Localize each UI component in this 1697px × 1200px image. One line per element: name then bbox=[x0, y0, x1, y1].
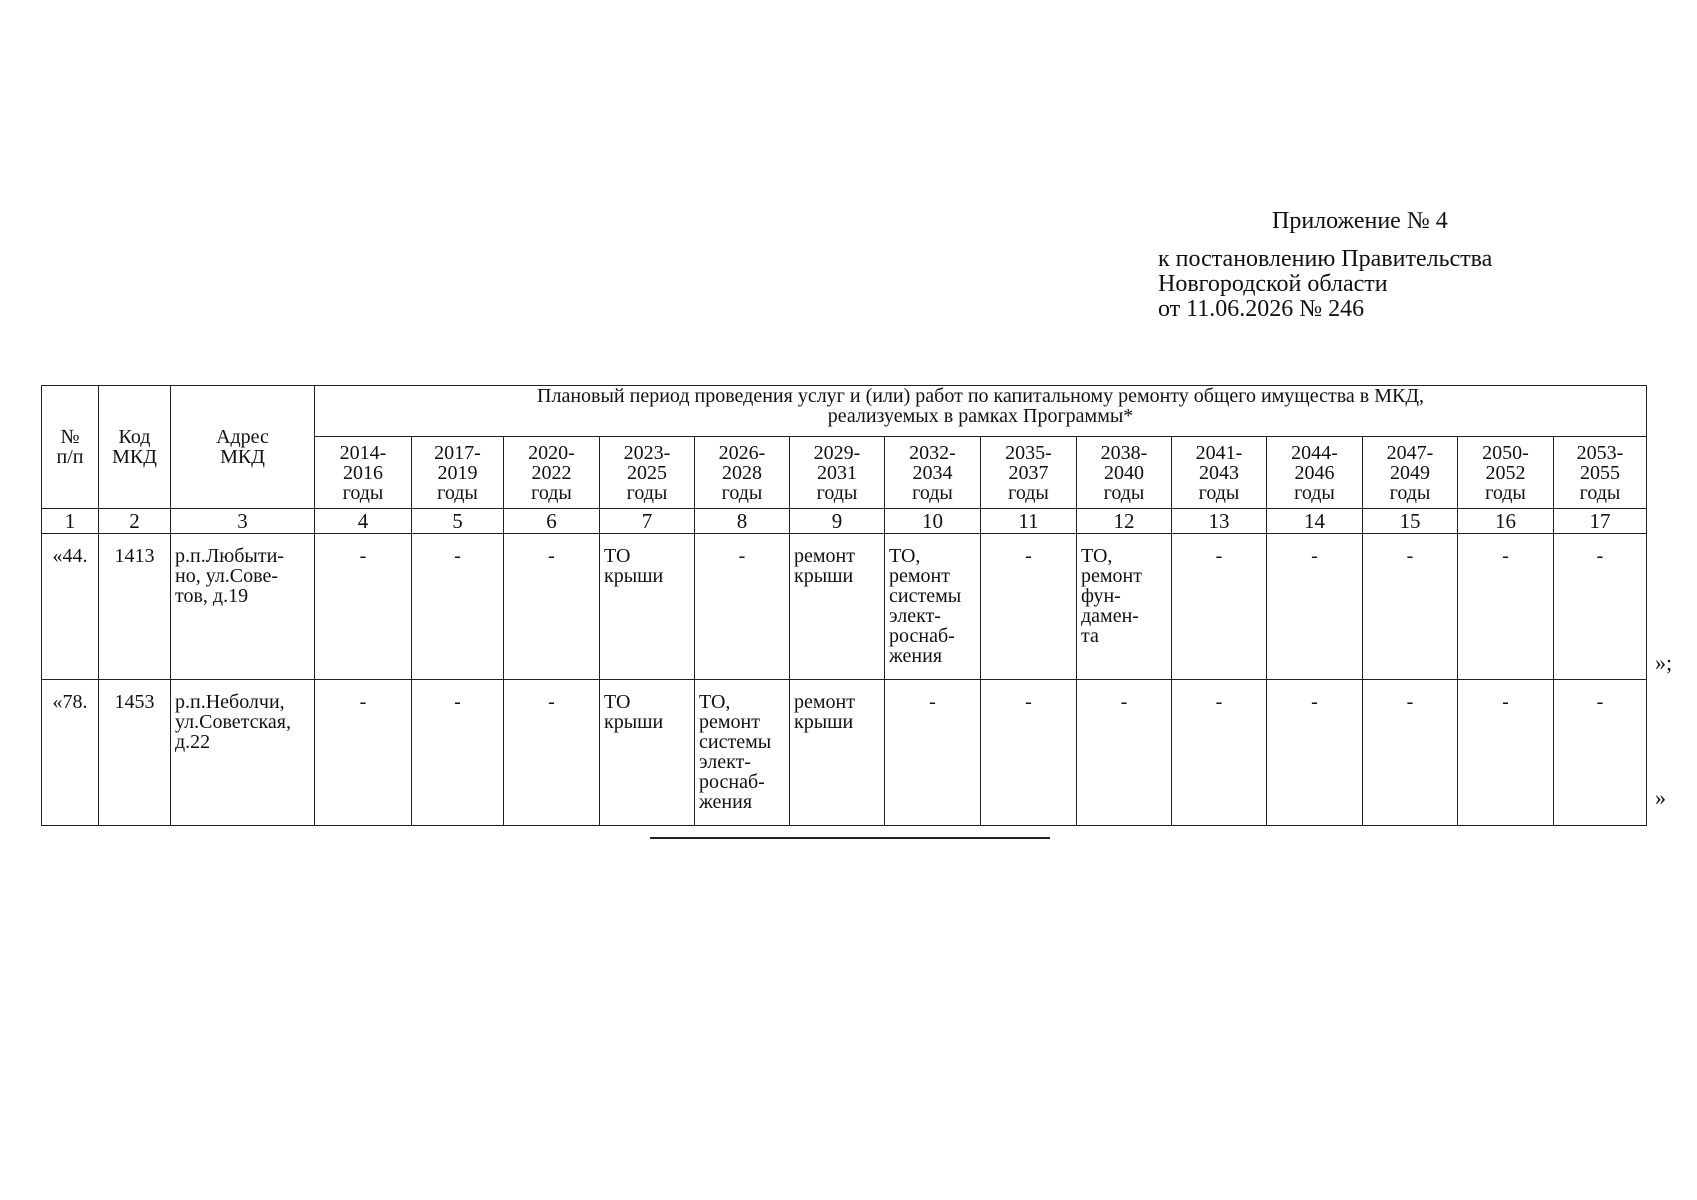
column-number: 5 bbox=[412, 509, 504, 534]
header-period: 2032- 2034 годы bbox=[885, 437, 981, 509]
column-number: 17 bbox=[1554, 509, 1647, 534]
column-number: 15 bbox=[1363, 509, 1458, 534]
period-cell: ТО, ремонт системы элект- роснаб- жения bbox=[695, 680, 790, 826]
period-cell: - bbox=[1172, 534, 1267, 680]
separator-line bbox=[650, 837, 1050, 839]
header-period: 2053- 2055 годы bbox=[1554, 437, 1647, 509]
period-cell: - bbox=[504, 534, 600, 680]
period-cell: - bbox=[412, 680, 504, 826]
period-cell: - bbox=[1554, 534, 1647, 680]
period-cell: - bbox=[412, 534, 504, 680]
row-number: «44. bbox=[42, 534, 99, 680]
decree-reference bbox=[1158, 247, 1492, 322]
decree-line: к постановлению Правительства bbox=[1158, 246, 1493, 272]
period-cell: - bbox=[695, 534, 790, 680]
period-cell: - bbox=[1077, 680, 1172, 826]
column-number: 14 bbox=[1267, 509, 1363, 534]
period-cell: - bbox=[315, 534, 412, 680]
header-period: 2044- 2046 годы bbox=[1267, 437, 1363, 509]
header-address: Адрес МКД bbox=[171, 386, 315, 509]
header-period: 2020- 2022 годы bbox=[504, 437, 600, 509]
header-period: 2023- 2025 годы bbox=[600, 437, 695, 509]
period-cell: - bbox=[885, 680, 981, 826]
repair-schedule-table bbox=[41, 385, 1647, 826]
period-cell: - bbox=[981, 534, 1077, 680]
building-address: р.п.Неболчи, ул.Советская, д.22 bbox=[171, 680, 315, 826]
period-cell: - bbox=[1172, 680, 1267, 826]
row-number: «78. bbox=[42, 680, 99, 826]
table-row bbox=[42, 534, 1647, 680]
header-period: 2038- 2040 годы bbox=[1077, 437, 1172, 509]
column-number: 10 bbox=[885, 509, 981, 534]
column-number: 16 bbox=[1458, 509, 1554, 534]
building-code: 1453 bbox=[99, 680, 171, 826]
header-period: 2041- 2043 годы bbox=[1172, 437, 1267, 509]
period-cell: - bbox=[1363, 534, 1458, 680]
closing-quote: » bbox=[1655, 785, 1666, 810]
closing-quote: »; bbox=[1655, 650, 1673, 675]
header-period: 2029- 2031 годы bbox=[790, 437, 885, 509]
period-cell: - bbox=[1267, 534, 1363, 680]
column-number: 9 bbox=[790, 509, 885, 534]
column-number: 3 bbox=[171, 509, 315, 534]
period-cell: - bbox=[315, 680, 412, 826]
header-number: № п/п bbox=[42, 386, 99, 509]
column-number: 4 bbox=[315, 509, 412, 534]
building-address: р.п.Любыти- но, ул.Сове- тов, д.19 bbox=[171, 534, 315, 680]
period-cell: - bbox=[1363, 680, 1458, 826]
period-cell: - bbox=[1554, 680, 1647, 826]
header-period: 2014- 2016 годы bbox=[315, 437, 412, 509]
column-number: 2 bbox=[99, 509, 171, 534]
table-row bbox=[42, 680, 1647, 826]
decree-line: Новгородской области bbox=[1158, 271, 1388, 297]
period-cell: ТО, ремонт фун- дамен- та bbox=[1077, 534, 1172, 680]
header-code: Код МКД bbox=[99, 386, 171, 509]
period-cell: - bbox=[504, 680, 600, 826]
header-period: 2017- 2019 годы bbox=[412, 437, 504, 509]
column-number: 7 bbox=[600, 509, 695, 534]
period-cell: - bbox=[1458, 534, 1554, 680]
column-number: 8 bbox=[695, 509, 790, 534]
header-planned-period: Плановый период проведения услуг и (или) работ по капитальному ремонту общего имущества в МКД, реализуемых в рамках Программы* bbox=[315, 386, 1647, 437]
period-cell: - bbox=[1458, 680, 1554, 826]
building-code: 1413 bbox=[99, 534, 171, 680]
column-number: 12 bbox=[1077, 509, 1172, 534]
period-cell: ТО, ремонт системы элект- роснаб- жения bbox=[885, 534, 981, 680]
column-number: 6 bbox=[504, 509, 600, 534]
period-cell: ТО крыши bbox=[600, 680, 695, 826]
period-cell: - bbox=[981, 680, 1077, 826]
column-number: 13 bbox=[1172, 509, 1267, 534]
appendix-title: Приложение № 4 bbox=[1272, 208, 1448, 234]
column-number: 1 bbox=[42, 509, 99, 534]
column-number: 11 bbox=[981, 509, 1077, 534]
period-cell: ТО крыши bbox=[600, 534, 695, 680]
period-cell: ремонт крыши bbox=[790, 534, 885, 680]
header-period: 2047- 2049 годы bbox=[1363, 437, 1458, 509]
header-period: 2026- 2028 годы bbox=[695, 437, 790, 509]
decree-line: от 11.06.2026 № 246 bbox=[1158, 296, 1365, 322]
header-period: 2050- 2052 годы bbox=[1458, 437, 1554, 509]
period-cell: - bbox=[1267, 680, 1363, 826]
header-period: 2035- 2037 годы bbox=[981, 437, 1077, 509]
period-cell: ремонт крыши bbox=[790, 680, 885, 826]
